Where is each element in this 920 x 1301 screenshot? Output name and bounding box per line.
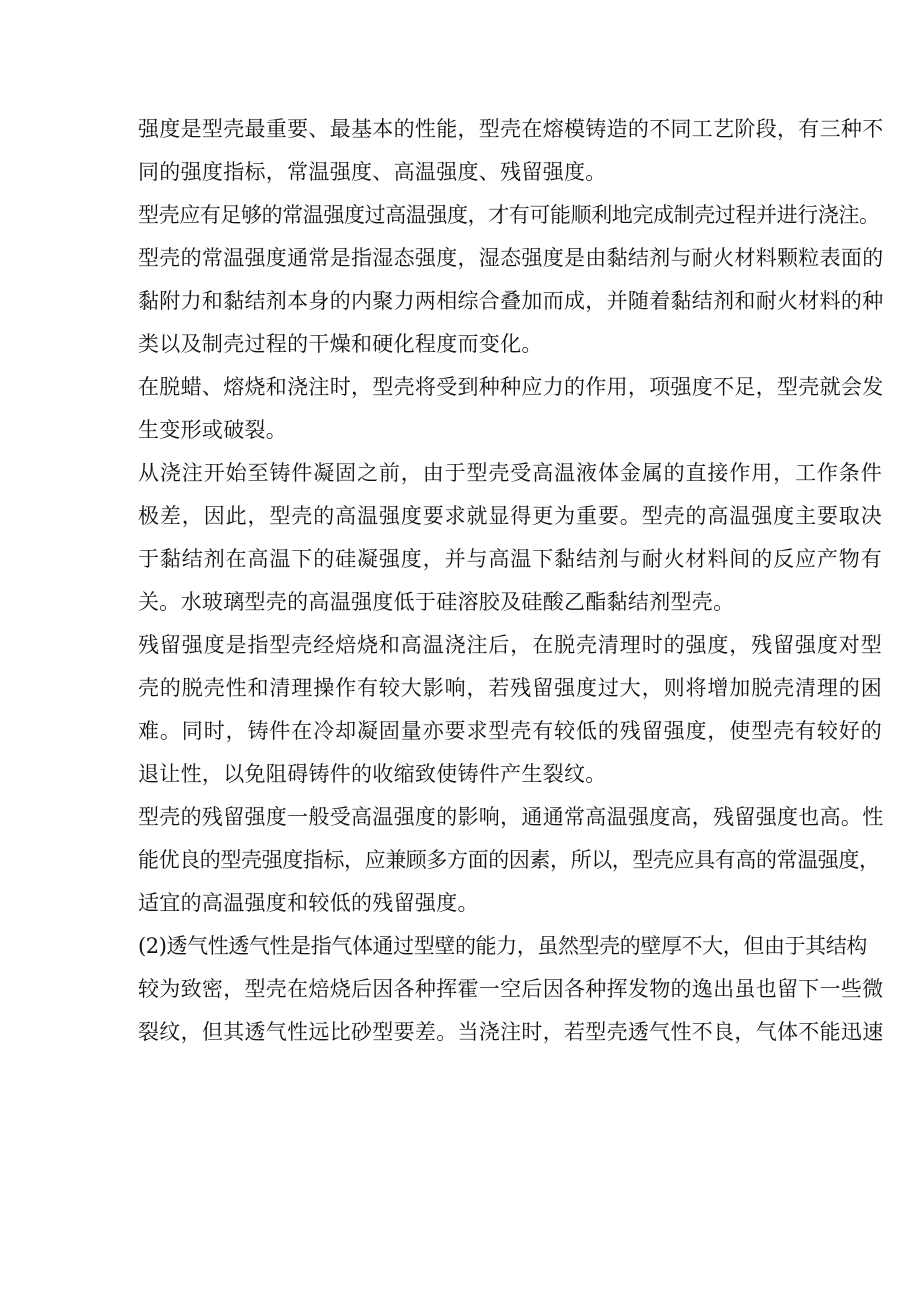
text-line: 型壳应有足够的常温强度过高温强度，才有可能顺利地完成制壳过程并进行浇注。 [138,203,880,227]
text-line: 黏附力和黏结剂本身的内聚力两相综合叠加而成，并随着黏结剂和耐火材料的种 [138,289,884,313]
text-line: 能优良的型壳强度指标，应兼顾多方面的因素，所以，型壳应具有高的常温强度， [138,848,880,872]
text-line: 适宜的高温强度和较低的残留强度。 [138,891,479,915]
text-line: 退让性，以免阻碍铸件的收缩致使铸件产生裂纹。 [138,762,607,786]
body-text [138,108,898,1054]
text-line: 生变形或破裂。 [138,418,288,442]
text-line: 同的强度指标，常温强度、高温强度、残留强度。 [138,160,607,184]
text-line: 难。同时，铸件在冷却凝固量亦要求型壳有较低的残留强度，使型壳有较好的 [138,719,883,743]
text-line: 裂纹，但其透气性远比砂型要差。当浇注时，若型壳透气性不良，气体不能迅速 [138,1020,884,1044]
text-line: 于黏结剂在高温下的硅凝强度，并与高温下黏结剂与耐火材料间的反应产物有 [138,547,883,571]
text-line: 壳的脱壳性和清理操作有较大影响，若残留强度过大，则将增加脱壳清理的困 [138,676,883,700]
text-line: 型壳的常温强度通常是指湿态强度，湿态强度是由黏结剂与耐火材料颗粒表面的 [138,246,884,270]
text-line: 强度是型壳最重要、最基本的性能，型壳在熔模铸造的不同工艺阶段，有三种不 [138,117,884,141]
text-line: (2)透气性透气性是指气体通过型壁的能力，虽然型壳的壁厚不大，但由于其结构 [138,934,867,958]
text-line: 从浇注开始至铸件凝固之前，由于型壳受高温液体金属的直接作用，工作条件 [138,461,883,485]
text-line: 类以及制壳过程的干燥和硬化程度而变化。 [138,332,543,356]
text-line: 在脱蜡、熔烧和浇注时，型壳将受到种种应力的作用，项强度不足，型壳就会发 [138,375,884,399]
text-line: 型壳的残留强度一般受高温强度的影响，通通常高温强度高，残留强度也高。性 [138,805,884,829]
text-line: 残留强度是指型壳经焙烧和高温浇注后，在脱壳清理时的强度，残留强度对型 [138,633,883,657]
text-line: 极差，因此，型壳的高温强度要求就显得更为重要。型壳的高温强度主要取决 [138,504,883,528]
text-line: 较为致密，型壳在焙烧后因各种挥霍一空后因各种挥发物的逸出虽也留下一些微 [138,977,884,1001]
text-line: 关。水玻璃型壳的高温强度低于硅溶胶及硅酸乙酯黏结剂型壳。 [138,590,735,614]
